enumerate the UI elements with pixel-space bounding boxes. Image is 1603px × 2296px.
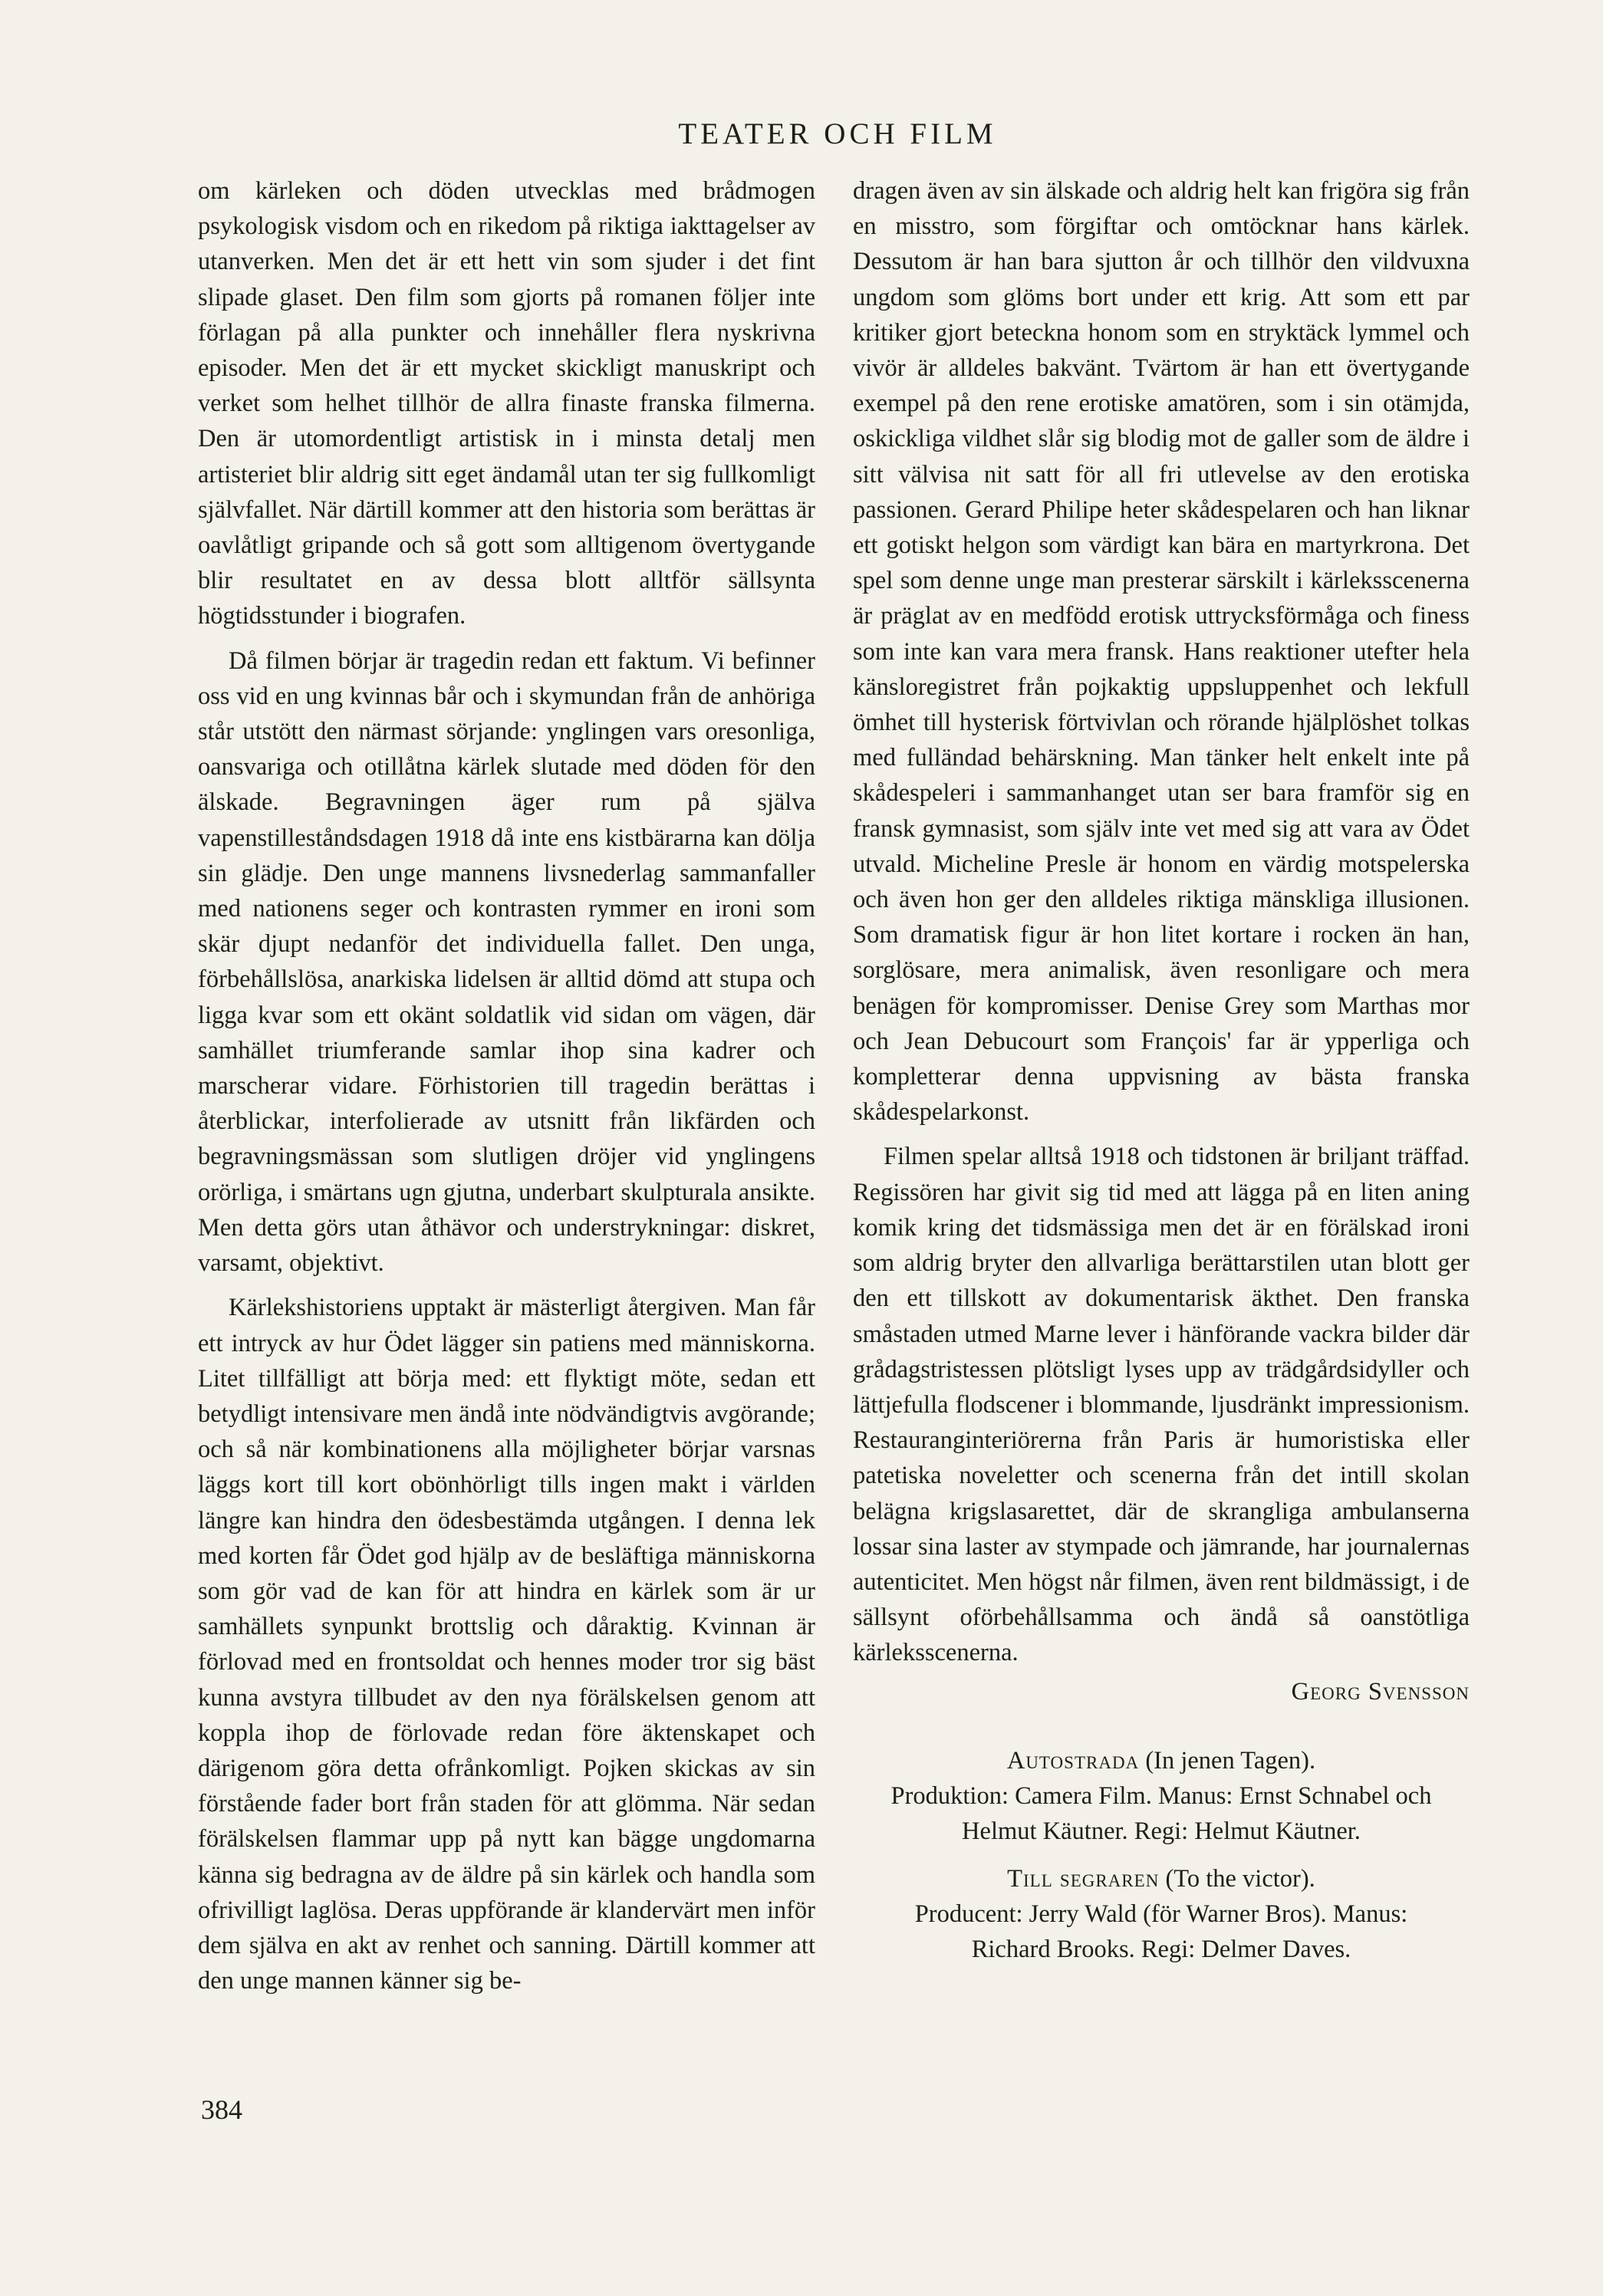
credit-block-autostrada xyxy=(853,1743,1470,1849)
credit-line: Helmut Käutner. Regi: Helmut Käutner. xyxy=(962,1817,1361,1845)
right-column xyxy=(853,173,1470,1967)
left-paragraph-2: Då filmen börjar är tragedin redan ett faktum. Vi befinner oss vid en ung kvinnas bår och i skymundan från de anhöriga står utstött den närmast sörjande: ynglingen vars oresonliga, oansvariga och otillåtna kärlek slutade med döden för den älskade. Begravningen äger rum på själva vapenstilleståndsdagen 1918 då inte ens kistbärarna kan dölja sin glädje. Den unge mannens livsnederlag sammanfaller med nationens seger och kontrasten rymmer en ironi som skär djupt nedanför det individuella fallet. Den unga, förbehållslösa, anarkiska lidelsen är alltid dömd att stupa och ligga kvar som ett okänt soldatlik vid sidan om vägen, där samhället triumferande samlar ihop sina kadrer och marscherar vidare. Förhistorien till tragedin berättas i återblickar, interfolierade av utsnitt från likfärden och begravningsmässan som slutligen dröjer vid ynglingens orörliga, i smärtans ugn gjutna, underbart skulpturala ansikte. Men detta görs utan åthävor och understrykningar: diskret, varsamt, objektivt. xyxy=(198,646,815,1278)
left-column xyxy=(198,173,815,1998)
page-number: 384 xyxy=(201,2094,242,2125)
credit-title xyxy=(853,1743,1470,1778)
right-paragraph-2: Filmen spelar alltså 1918 och tidstonen är briljant träffad. Regissören har givit sig tid med att lägga på en liten aning komik kring det tidsmässiga men det är en förälskad ironi som aldrig bryter den allvarliga berättarstilen utan blott ger den ett tillskott av dokumentarisk äkthet. Den franska småstaden utmed Marne lever i hänförande vackra bilder där grådagstristessen plötsligt lyses upp av trädgårdsidyller och lättjefulla flodscener i blommande, ljusdränkt impressionism. Restauranginteriörerna från Paris är humoristiska eller patetiska noveletter och scenerna från det intill skolan belägna krigslasarettet, där de skrangliga ambulanserna lossar sina laster av stympade och jämrande, har journalernas autenticitet. Men högst når filmen, även rent bildmässigt, i de sällsynt oförbehållsamma och ändå så oanstötliga kärleksscenerna. xyxy=(853,1143,1470,1667)
film-subtitle: (In jenen Tagen). xyxy=(1145,1746,1316,1775)
film-subtitle: (To the victor). xyxy=(1165,1864,1315,1893)
film-name: Till segraren xyxy=(1007,1864,1160,1893)
credit-line: Producent: Jerry Wald (för Warner Bros). Manus: xyxy=(914,1900,1408,1928)
left-paragraph-3: Kärlekshistoriens upptakt är mästerligt återgiven. Man får ett intryck av hur Ödet lägger sin patiens med människorna. Litet tillfälligt att börja med: ett flyktigt möte, sedan ett betydligt intensivare men ändå inte nödvändigtvis avgörande; och så när kombinationens alla möjligheter börjar varsnas läggs kort till kort obönhörligt tills ingen makt i världen längre kan hindra den ödesbestämda utgången. I denna lek med korten får Ödet god hjälp av de besläftiga människorna som gör vad de kan för att hindra en kärlek som är ur samhällets synpunkt brottslig och dåraktig. Kvinnan är förlovad med en frontsoldat och hennes moder tror sig bäst kunna avstyra tillbudet av den nya förälskelsen genom att koppla ihop de förlovade redan före äktenskapet och därigenom göra detta ofrånkomligt. Pojken skickas av sin förstående fader bort från staden för att glömma. När sedan förälskelsen flammar upp på nytt kan bägge ungdomarna känna sig bedragna av de äldre på sin kärlek och handla som ofrivilligt laglösa. Deras uppförande är klandervärt men inför dem själva en akt av renhet och sanning. Därtill kommer att den unge mannen känner sig be- xyxy=(198,1294,815,1995)
credit-line: Produktion: Camera Film. Manus: Ernst Schnabel och xyxy=(890,1781,1432,1810)
credit-title xyxy=(853,1861,1470,1896)
film-credits xyxy=(853,1743,1470,1967)
film-name: Autostrada xyxy=(1006,1746,1140,1775)
left-paragraph-1: om kärleken och döden utvecklas med brådmogen psykologisk visdom och en rikedom på riktiga iakttagelser av utanverken. Men det är ett hett vin som sjuder i det fint slipade glaset. Den film som gjorts på romanen följer inte förlagan på alla punkter och innehåller flera nyskrivna episoder. Men det är ett mycket skickligt manuskript och verket som helhet tillhör de allra finaste franska filmerna. Den är utomordentligt artistisk in i minsta detalj men artisteriet blir aldrig sitt eget ändamål utan ter sig fullkomligt självfallet. När därtill kommer att den historia som berättas är oavlåtligt gripande och så gott som alltigenom övertygande blir resultatet en av dessa blott alltför sällsynta högtidsstunder i biografen. xyxy=(198,177,815,630)
author-signature: Georg Svensson xyxy=(1291,1677,1470,1706)
credit-block-till-segraren xyxy=(853,1861,1470,1967)
credit-line: Richard Brooks. Regi: Delmer Daves. xyxy=(971,1935,1351,1963)
right-paragraph-1: dragen även av sin älskade och aldrig helt kan frigöra sig från en misstro, som förgiftar och omtöcknar hans kärlek. Dessutom är han bara sjutton år och tillhör den vildvuxna ungdom som glöms bort under ett krig. Att som ett par kritiker gjort beteckna honom som en stryktäck lymmel och vivör är alldeles bakvänt. Tvärtom är han ett övertygande exempel på den rene erotiske amatören, som i sin otämjda, oskickliga vildhet slår sig blodig mot de galler som de äldre i sitt välvisa nit satt för all fri utlevelse av den erotiska passionen. Gerard Philipe heter skådespelaren och han liknar ett gotiskt helgon som värdigt kan bära en martyrkrona. Det spel som denne unge man presterar särskilt i kärleksscenerna är präglat av en medfödd erotisk uttrycksförmåga och finess som inte kan vara mera fransk. Hans reaktioner utefter hela känsloregistret från pojkaktig uppsluppenhet och lekfull ömhet till hysterisk förtvivlan och rörande hjälplöshet tolkas med fulländad behärskning. Man tänker helt enkelt inte på skådespeleri i sammanhanget utan ser bara framför sig en fransk gymnasist, som själv inte vet med sig att vara av Ödet utvald. Micheline Presle är honom en värdig motspelerska och även hon ger den alldeles riktiga mänskliga illusionen. Som dramatisk figur är hon litet kortare i rocken än han, sorglösare, mera animalisk, även resonligare och mera benägen för kompromisser. Denise Grey som Marthas mor och Jean Debucourt som François' far är ypperliga och kompletterar denna uppvisning av bästa franska skådespelarkonst. xyxy=(853,177,1470,1127)
running-title: TEATER OCH FILM xyxy=(678,117,997,150)
